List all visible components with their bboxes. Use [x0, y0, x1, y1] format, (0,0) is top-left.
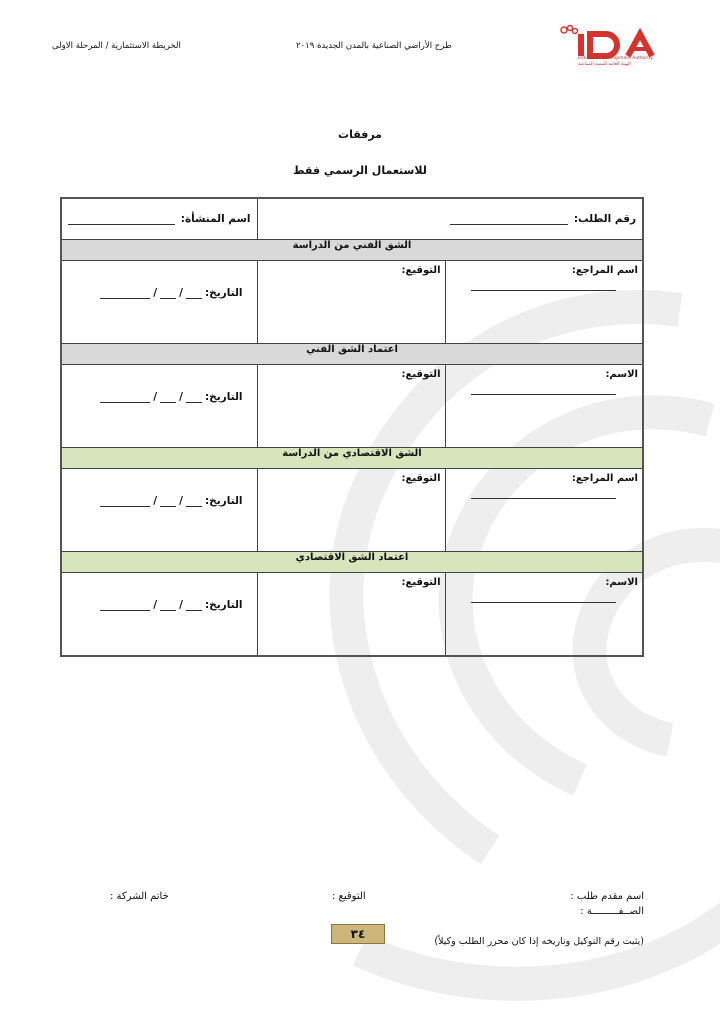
capacity-label: الصــفـــــــــة : [580, 906, 644, 917]
facility-name-label: اسم المنشأة: [180, 213, 251, 225]
name-cell[interactable] [445, 365, 643, 448]
date-month-field[interactable] [160, 288, 176, 299]
name-label: الاسم: [605, 369, 638, 380]
date-cell[interactable]: التاريخ: / / [61, 365, 257, 448]
section-economic-approval-header: اعتماد الشق الاقتصادي [61, 552, 643, 573]
signature-cell[interactable] [257, 573, 445, 657]
request-number-cell[interactable] [257, 198, 643, 240]
date-month-field[interactable] [160, 496, 176, 507]
signature-label: التوقيع: [401, 577, 441, 588]
request-number-field[interactable] [450, 214, 568, 225]
signature-cell[interactable] [257, 365, 445, 448]
name-field[interactable] [471, 394, 616, 395]
footer-signature-label: التوقيع : [332, 891, 366, 902]
reviewer-name-field[interactable] [471, 498, 616, 499]
request-number-label: رقم الطلب: [573, 213, 636, 225]
date-label: التاريخ: [204, 599, 243, 611]
page-number-badge: ٣٤ [331, 924, 385, 944]
official-use-form [60, 197, 644, 657]
reviewer-name-label: اسم المراجع: [571, 473, 638, 484]
date-month-field[interactable] [160, 600, 176, 611]
logo-subtitle-ar: الهيئة العامة للتنمية الصناعية [578, 62, 631, 67]
name-field[interactable] [471, 602, 616, 603]
proxy-note: (يثبت رقم التوكيل وتاريخه إذا كان محرر الطلب وكيلاً) [434, 936, 644, 947]
logo-subtitle-en: Industrial Development Authority [578, 56, 654, 61]
reviewer-name-field[interactable] [471, 290, 616, 291]
section-economic-study-header: الشق الاقتصادي من الدراسة [61, 448, 643, 469]
date-year-field[interactable] [100, 600, 150, 611]
date-label: التاريخ: [204, 495, 243, 507]
section-technical-study-header: الشق الفني من الدراسة [61, 240, 643, 261]
signature-cell[interactable] [257, 469, 445, 552]
date-year-field[interactable] [100, 496, 150, 507]
date-label: التاريخ: [204, 391, 243, 403]
date-year-field[interactable] [100, 392, 150, 403]
signature-label: التوقيع: [401, 265, 441, 276]
date-day-field[interactable] [186, 496, 202, 507]
facility-name-cell[interactable] [61, 198, 257, 240]
applicant-name-label: اسم مقدم طلب : [570, 891, 644, 902]
date-day-field[interactable] [186, 600, 202, 611]
date-label: التاريخ: [204, 287, 243, 299]
signature-label: التوقيع: [401, 369, 441, 380]
header-section-label: الخريطة الاستثمارية / المرحلة الاولى [52, 41, 181, 51]
date-day-field[interactable] [186, 392, 202, 403]
date-cell[interactable]: التاريخ: / / [61, 261, 257, 344]
reviewer-name-cell[interactable] [445, 261, 643, 344]
signature-label: التوقيع: [401, 473, 441, 484]
date-year-field[interactable] [100, 288, 150, 299]
header-title: طرح الأراضي الصناعية بالمدن الجديدة ٢٠١٩ [296, 41, 452, 51]
date-day-field[interactable] [186, 288, 202, 299]
reviewer-name-cell[interactable] [445, 469, 643, 552]
name-cell[interactable] [445, 573, 643, 657]
date-cell[interactable]: التاريخ: / / [61, 573, 257, 657]
page-title: مرفقات [338, 128, 382, 141]
date-cell[interactable]: التاريخ: / / [61, 469, 257, 552]
page-subtitle: للاستعمال الرسمي فقط [293, 164, 427, 177]
signature-cell[interactable] [257, 261, 445, 344]
company-stamp-label: خاتم الشركة : [110, 891, 169, 902]
reviewer-name-label: اسم المراجع: [571, 265, 638, 276]
section-technical-approval-header: اعتماد الشق الفني [61, 344, 643, 365]
date-month-field[interactable] [160, 392, 176, 403]
name-label: الاسم: [605, 577, 638, 588]
facility-name-field[interactable] [68, 214, 175, 225]
